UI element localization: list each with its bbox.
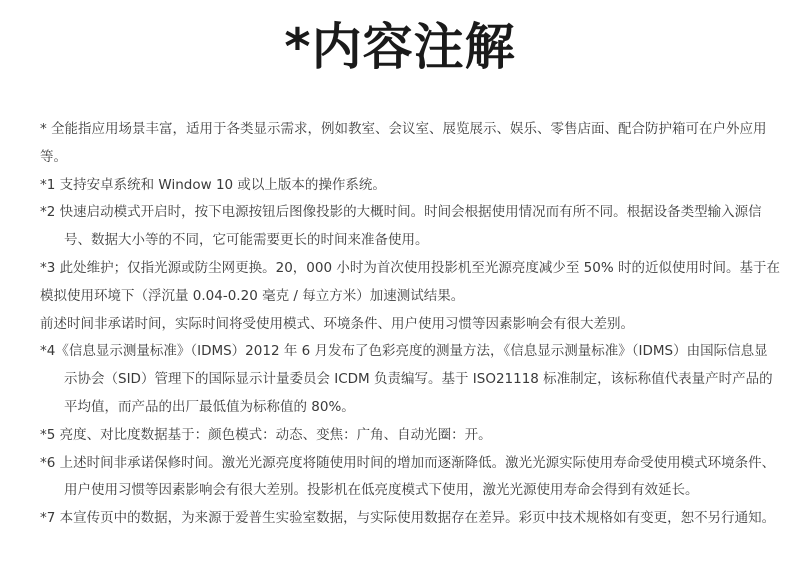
note-7: *7 本宣传页中的数据，为来源于爱普生实验室数据，与实际使用数据存在差异。彩页中技术规格如有变更，恕不另行通知。 [40, 510, 776, 527]
note-4: *4《信息显示测量标准》（IDMS）2012 年 6 月发布了色彩亮度的测量方法，《信息显示测量标准》（IDMS）由国际信息显示协会（SID）管理下的国际显示计量委员会 ICDM 负责编写。基于 ISO21118 标准制定，该标称值代表量产时产品的平均值，而产品的出厂最低值为标称值的 80%。 [40, 343, 773, 415]
note-3: *3 此处维护；仅指光源或防尘网更换。20，000 小时为首次使用投影机至光源亮度减少至 50% 时的近似使用时间。基于在模拟使用环境下（浮沉量 0.04-0.20 毫克 / 每立方米）加速测试结果。 [40, 259, 780, 304]
note-3-continued: 前述时间非承诺时间，实际时间将受使用模式、环境条件、用户使用习惯等因素影响会有很大差别。 [40, 315, 634, 332]
note-6: *6 上述时间非承诺保修时间。激光光源亮度将随使用时间的增加而逐渐降低。激光光源实际使用寿命受使用模式环境条件、用户使用习惯等因素影响会有很大差别。投影机在低亮度模式下使用，激光光源使用寿命会得到有效延长。 [40, 454, 776, 499]
page-title: *内容注解 [284, 18, 516, 76]
notes-list [40, 116, 780, 533]
note-general: * 全能指应用场景丰富，适用于各类显示需求，例如教室、会议室、展览展示、娱乐、零售店面、配合防护箱可在户外应用等。 [40, 121, 767, 165]
note-5: *5 亮度、对比度数据基于：颜色模式：动态、变焦：广角、自动光圈：开。 [40, 426, 492, 443]
note-1: *1 支持安卓系统和 Window 10 或以上版本的操作系统。 [40, 176, 386, 193]
note-2: *2 快速启动模式开启时，按下电源按钮后图像投影的大概时间。时间会根据使用情况而有所不同。根据设备类型输入源信号、数据大小等的不同，它可能需要更长的时间来准备使用。 [40, 204, 762, 249]
